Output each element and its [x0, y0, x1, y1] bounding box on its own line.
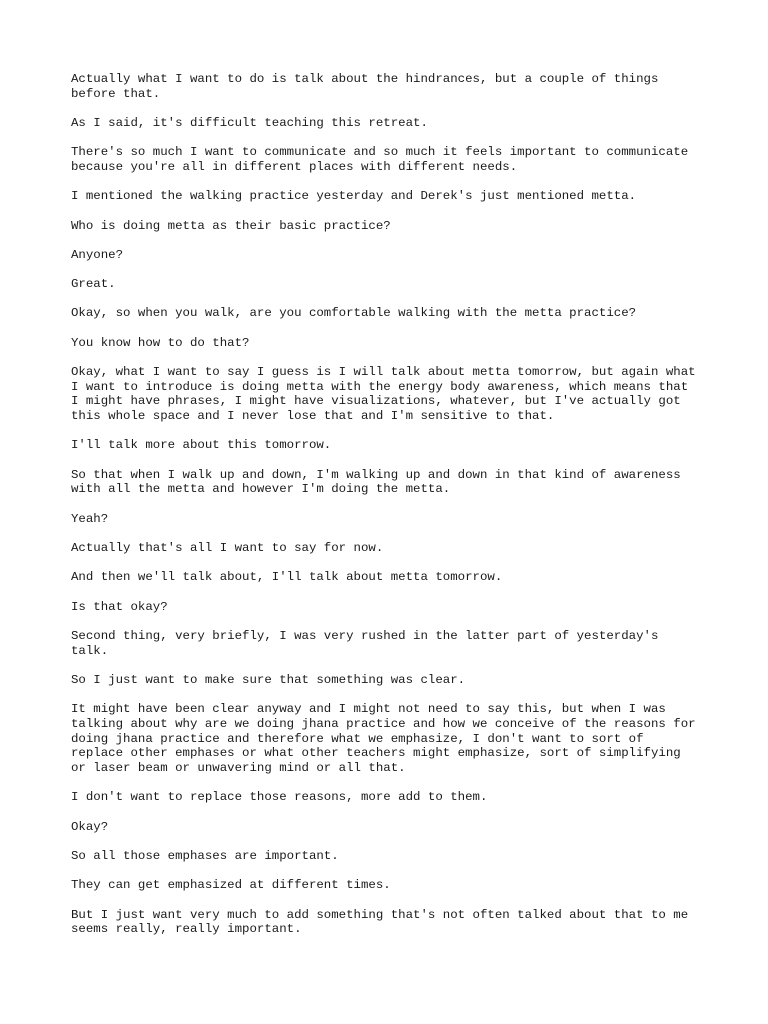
paragraph: I mentioned the walking practice yesterday and Derek's just mentioned metta.: [71, 189, 637, 204]
paragraph: And then we'll talk about, I'll talk about metta tomorrow.: [71, 570, 503, 585]
paragraph: Second thing, very briefly, I was very rushed in the latter part of yesterday's talk.: [71, 628, 659, 658]
paragraph: Who is doing metta as their basic practice?: [71, 218, 391, 233]
paragraph: Okay, so when you walk, are you comfortable walking with the metta practice?: [71, 306, 637, 321]
paragraph: As I said, it's difficult teaching this retreat.: [71, 116, 428, 130]
paragraph: But I just want very much to add something that's not often talked about that to me seems really, really important.: [71, 907, 689, 937]
paragraph: Okay?: [71, 819, 109, 834]
paragraph: Okay, what I want to say I guess is I will talk about metta tomorrow, but again what I want to introduce is doing metta with the energy body awareness, which means that I might have phrases, I might have visualizations, whatever, but I've actually got this whole space and I never lose that and I'm sensitive to that.: [71, 365, 696, 424]
paragraph: So I just want to make sure that something was clear.: [71, 672, 466, 687]
paragraph: So that when I walk up and down, I'm walking up and down in that kind of awareness with all the metta and however I'm doing the metta.: [71, 467, 681, 497]
paragraph: So all those emphases are important.: [71, 848, 339, 863]
paragraph: Anyone?: [71, 247, 124, 262]
paragraph: It might have been clear anyway and I might not need to say this, but when I was talking about why are we doing jhana practice and how we conceive of the reasons for doing jhana practice and therefore what we emphasize, I don't want to sort of replace other emphases or what other teachers might emphasize, sort of simplifying or laser beam or unwavering mind or all that.: [71, 702, 696, 776]
document-page: [71, 72, 701, 952]
paragraph: Yeah?: [71, 511, 109, 526]
paragraph: Is that okay?: [71, 599, 168, 614]
paragraph: Actually that's all I want to say for now.: [71, 541, 384, 556]
paragraph: Great.: [71, 277, 116, 292]
paragraph: You know how to do that?: [71, 335, 250, 350]
paragraph: There's so much I want to communicate and so much it feels important to communicate because you're all in different places with different needs.: [71, 145, 689, 174]
paragraph: They can get emphasized at different times.: [71, 878, 391, 893]
paragraph: I'll talk more about this tomorrow.: [71, 438, 332, 453]
paragraph: Actually what I want to do is talk about the hindrances, but a couple of things before that.: [71, 72, 659, 101]
paragraph: I don't want to replace those reasons, more add to them.: [71, 790, 488, 805]
